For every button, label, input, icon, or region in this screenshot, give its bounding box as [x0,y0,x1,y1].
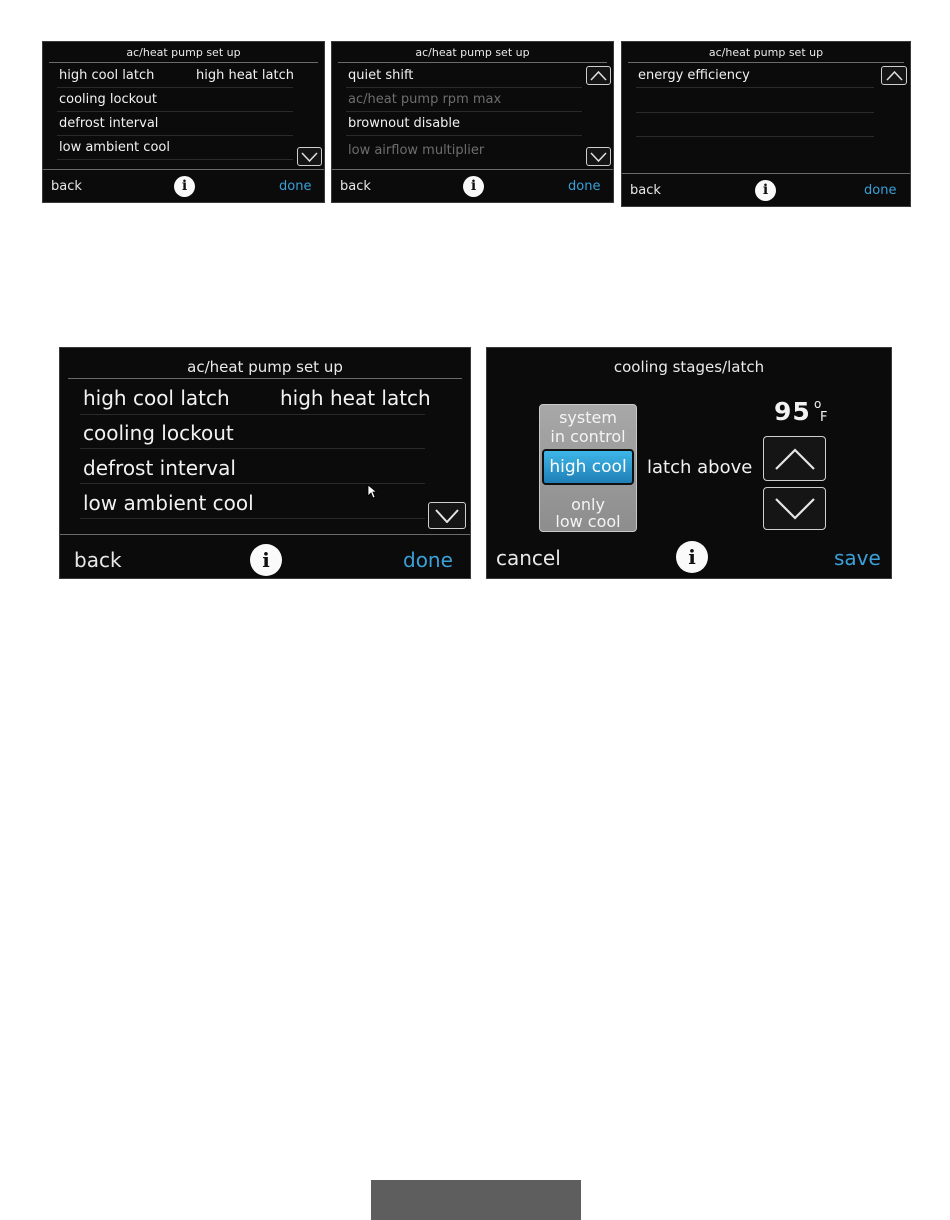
temperature-unit: F [820,410,828,425]
menu-item-rpm-max: ac/heat pump rpm max [348,92,502,107]
menu-item-defrost-interval[interactable]: defrost interval [59,116,159,131]
screen-cooling-stages-latch [486,347,892,579]
row-divider [346,87,582,88]
title-divider [49,62,318,63]
menu-item-low-ambient-cool[interactable]: low ambient cool [83,491,254,515]
row-divider [57,135,293,136]
scroll-down-button[interactable] [428,502,466,529]
latch-above-label: latch above [647,457,753,478]
menu-item-high-heat-latch[interactable]: high heat latch [280,386,431,410]
option-line: system [559,408,617,427]
screen-title: cooling stages/latch [613,358,765,376]
save-button[interactable]: save [834,546,881,570]
chevron-down-icon [435,509,459,523]
chevron-up-icon [774,447,816,471]
info-icon[interactable]: i [755,180,776,201]
chevron-down-icon [301,152,318,162]
menu-item-low-airflow-multiplier: low airflow multiplier [348,143,485,158]
screen-title: ac/heat pump set up [708,46,824,59]
menu-item-energy-efficiency[interactable]: energy efficiency [638,68,750,83]
screen-setup-large [59,347,471,579]
done-button[interactable]: done [864,183,897,198]
done-button[interactable]: done [568,179,601,194]
screen-setup-page-1 [42,41,325,203]
title-divider [68,378,462,379]
scroll-down-button[interactable] [297,147,322,166]
temperature-value: 95 [774,397,811,426]
back-button[interactable]: back [74,548,122,572]
info-icon[interactable]: i [174,176,195,197]
back-button[interactable]: back [340,179,371,194]
footer-divider [60,534,470,535]
menu-item-low-ambient-cool[interactable]: low ambient cool [59,140,170,155]
title-divider [338,62,607,63]
info-icon[interactable]: i [463,176,484,197]
stage-picker[interactable] [539,404,637,532]
menu-item-brownout-disable[interactable]: brownout disable [348,116,461,131]
row-divider [80,414,425,415]
chevron-down-icon [590,152,607,162]
scroll-down-button[interactable] [586,147,611,166]
chevron-up-icon [886,71,903,81]
info-icon[interactable]: i [250,544,282,576]
temp-down-button[interactable] [763,487,826,530]
option-line: in control [550,427,626,446]
option-line: low cool [555,512,621,531]
chevron-down-icon [774,497,816,521]
row-divider [57,87,293,88]
chevron-up-icon [590,71,607,81]
degree-symbol: o [814,397,822,411]
screen-setup-page-2 [331,41,614,203]
screen-title: ac/heat pump set up [126,46,241,59]
title-divider [628,62,904,63]
back-button[interactable]: back [51,179,82,194]
screen-title: ac/heat pump set up [415,46,530,59]
temp-up-button[interactable] [763,436,826,481]
menu-item-quiet-shift[interactable]: quiet shift [348,68,414,83]
footer-divider [622,173,910,174]
mouse-cursor-icon [367,484,377,499]
cancel-button[interactable]: cancel [496,546,561,570]
done-button[interactable]: done [403,548,453,572]
row-divider [57,111,293,112]
scroll-up-button[interactable] [586,66,611,85]
row-divider [57,159,293,160]
option-only-low-cool[interactable] [540,497,636,529]
footer-divider [332,169,613,170]
info-icon[interactable]: i [676,541,708,573]
page-footer-bar [371,1180,581,1220]
row-divider [80,448,425,449]
menu-item-cooling-lockout[interactable]: cooling lockout [83,421,234,445]
footer-divider [43,169,324,170]
row-divider [346,111,582,112]
row-divider [636,136,874,137]
menu-item-high-heat-latch[interactable]: high heat latch [196,68,294,83]
screen-setup-page-3 [621,41,911,207]
menu-item-defrost-interval[interactable]: defrost interval [83,456,236,480]
row-divider [80,518,425,519]
menu-item-high-cool-latch[interactable]: high cool latch [59,68,155,83]
row-divider [636,112,874,113]
option-line: only [571,495,605,514]
scroll-up-button[interactable] [881,66,907,85]
back-button[interactable]: back [630,183,661,198]
option-high-cool-selected[interactable]: high cool [542,449,634,485]
row-divider [346,135,582,136]
done-button[interactable]: done [279,179,312,194]
menu-item-cooling-lockout[interactable]: cooling lockout [59,92,157,107]
menu-item-high-cool-latch[interactable]: high cool latch [83,386,230,410]
screen-title: ac/heat pump set up [187,358,343,376]
row-divider [636,87,874,88]
option-system-in-control[interactable] [540,410,636,444]
